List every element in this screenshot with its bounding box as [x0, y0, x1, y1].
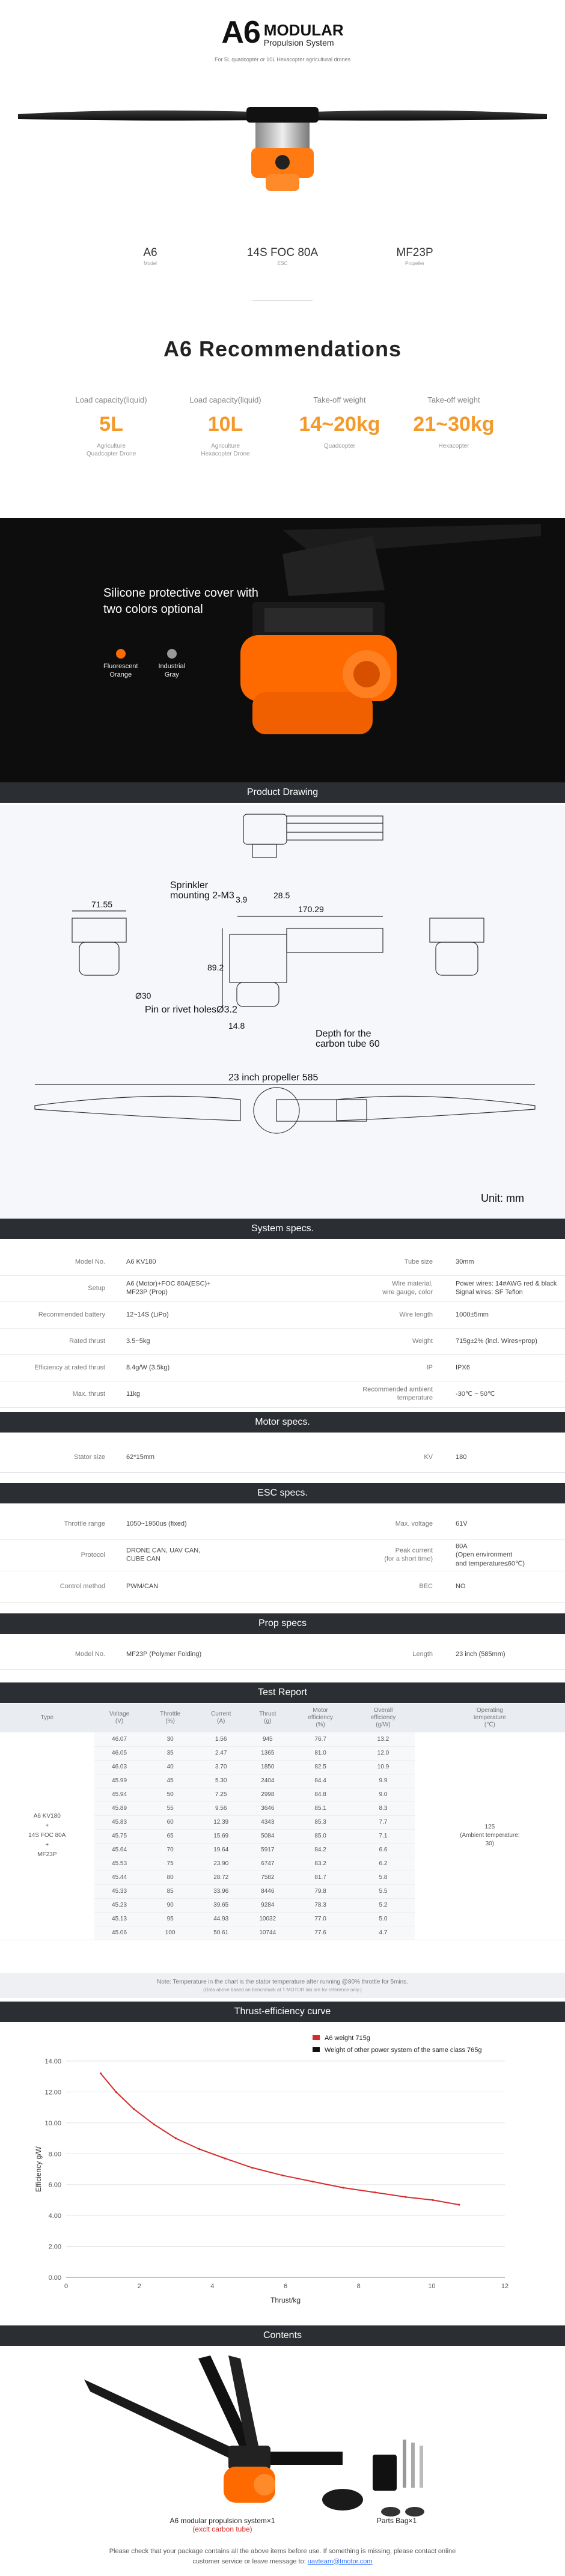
footer-line2 [0, 2557, 565, 2567]
reco-label: Load capacity(liquid) [189, 395, 261, 404]
trio-label: ESC [277, 261, 288, 266]
legend-swatch [313, 2047, 320, 2052]
spec-row [0, 1539, 565, 1571]
table-cell: 85 [145, 1884, 196, 1898]
table-cell: 75 [145, 1857, 196, 1871]
table-cell: 2.47 [196, 1746, 246, 1760]
spec-key: Peak current (for a short time) [384, 1547, 433, 1563]
spec-key: BEC [419, 1582, 433, 1590]
dim-3-9: 3.9 [236, 895, 248, 904]
table-cell: 4343 [246, 1815, 289, 1829]
data-point [115, 2091, 117, 2093]
dim-d30: Ø30 [135, 991, 151, 1000]
spec-row [0, 1571, 565, 1602]
recommendation-grid [0, 395, 565, 458]
data-point [251, 2167, 253, 2169]
table-cell: 40 [145, 1760, 196, 1774]
table-cell: 45.33 [94, 1884, 145, 1898]
table-cell: 6.2 [352, 1857, 414, 1871]
spec-key: Throttle range [64, 1520, 105, 1527]
table-cell: 45 [145, 1774, 196, 1788]
depth-label: Depth for the carbon tube 60 [316, 1029, 380, 1049]
table-cell: 45.23 [94, 1898, 145, 1912]
table-cell: 46.03 [94, 1760, 145, 1774]
spec-key: Model No. [75, 1258, 105, 1265]
table-cell: 3.70 [196, 1760, 246, 1774]
table-cell: 9284 [246, 1898, 289, 1912]
table-cell: 85.0 [289, 1829, 352, 1843]
propeller-dim-label: 23 inch propeller 585 [228, 1073, 319, 1083]
spec-value: 3.5~5kg [126, 1337, 150, 1345]
color-name: Fluorescent Orange [103, 663, 138, 679]
note-line-2: (Data above based on benchmark at T-MOTOR lab are for reference only.) [203, 1987, 362, 1993]
table-cell: 39.65 [196, 1898, 246, 1912]
item1-label: A6 modular propulsion system×1 [170, 2517, 275, 2525]
table-cell: 12.0 [352, 1746, 414, 1760]
spec-key: Setup [88, 1284, 105, 1292]
table-cell: 13.2 [352, 1732, 414, 1746]
product-drawing [0, 805, 565, 1219]
table-row [0, 1732, 565, 1746]
x-tick-label: 10 [428, 2283, 436, 2290]
reco-item [54, 395, 168, 458]
y-axis-label: Efficiency g/W [34, 2146, 43, 2192]
spec-value: 12~14S (LiPo) [126, 1311, 169, 1318]
table-cell: 80 [145, 1871, 196, 1884]
data-point [432, 2199, 434, 2201]
trio-label: Model [144, 261, 157, 266]
spec-value: NO [456, 1582, 466, 1590]
data-point [312, 2181, 314, 2182]
table-cell: 81.0 [289, 1746, 352, 1760]
item1-sub: (exclt carbon tube) [192, 2525, 252, 2533]
table-cell: 19.64 [196, 1843, 246, 1857]
table-cell: 945 [246, 1732, 289, 1746]
note-line: Note: Temperature in the chart is the stator temperature after running @80% throttle for 5mins. [157, 1979, 408, 1985]
title-propulsion: Propulsion System [263, 38, 334, 48]
table-cell: 7.1 [352, 1829, 414, 1843]
table-cell: 90 [145, 1898, 196, 1912]
spec-value: A6 KV180 [126, 1258, 156, 1265]
orange-swatch [116, 649, 126, 659]
side-views [72, 911, 484, 1006]
spec-value: 11kg [126, 1390, 141, 1398]
table-cell: 1850 [246, 1760, 289, 1774]
table-cell: 76.7 [289, 1732, 352, 1746]
data-point [133, 2108, 135, 2110]
table-cell: 100 [145, 1926, 196, 1940]
table-cell: 10744 [246, 1926, 289, 1940]
table-cell: 45.64 [94, 1843, 145, 1857]
row-divider [0, 1407, 565, 1408]
y-tick-label: 2.00 [48, 2243, 61, 2251]
hero-divider [252, 300, 313, 301]
reco-desc: Agriculture Quadcopter Drone [86, 443, 136, 457]
trio-label: Propeller [405, 261, 424, 266]
table-cell: 55 [145, 1801, 196, 1815]
y-tick-label: 8.00 [48, 2151, 61, 2158]
model-summary [0, 246, 565, 266]
reco-value: 10L [207, 413, 243, 436]
item2-label: Parts Bag×1 [376, 2517, 417, 2525]
trio-esc [216, 246, 349, 266]
table-cell: 12.39 [196, 1815, 246, 1829]
table-cell: 33.96 [196, 1884, 246, 1898]
type-cell: A6 KV180 + 14S FOC 80A + MF23P [0, 1732, 94, 1940]
table-cell: 15.69 [196, 1829, 246, 1843]
contents-images [0, 2343, 565, 2548]
data-point [224, 2157, 226, 2159]
recommendations-heading: A6 Recommendations [163, 336, 402, 361]
reco-item [168, 395, 282, 458]
test-report-table [0, 1704, 565, 1940]
x-tick-label: 6 [283, 2283, 288, 2290]
spec-row [0, 1354, 565, 1381]
test-note [0, 1973, 565, 1998]
reco-item [397, 395, 511, 458]
column-header: Throttle (%) [145, 1704, 196, 1732]
spec-value: 8.4g/W (3.5kg) [126, 1363, 170, 1371]
dim-71-55: 71.55 [91, 900, 113, 909]
spec-value: A6 (Motor)+FOC 80A(ESC)+ MF23P (Prop) [126, 1280, 211, 1296]
table-cell: 30 [145, 1732, 196, 1746]
spec-row [0, 1328, 565, 1354]
spec-value: 23 inch (585mm) [456, 1650, 505, 1658]
table-cell: 83.2 [289, 1857, 352, 1871]
table-cell: 84.2 [289, 1843, 352, 1857]
spec-key: Tube size [404, 1258, 433, 1265]
section-bar-esc: ESC specs. [0, 1483, 565, 1503]
reco-item [282, 395, 397, 458]
propeller-image [0, 90, 565, 234]
table-cell: 50.61 [196, 1926, 246, 1940]
data-point [198, 2148, 200, 2150]
section-bar-prop: Prop specs [0, 1613, 565, 1634]
spec-value: DRONE CAN, UAV CAN, CUBE CAN [126, 1547, 201, 1563]
table-cell: 3646 [246, 1801, 289, 1815]
column-header: Thrust (g) [246, 1704, 289, 1732]
spec-row [0, 1508, 565, 1539]
reco-desc: Agriculture Hexacopter Drone [201, 443, 250, 457]
dim-170-29: 170.29 [298, 904, 324, 914]
reco-desc: Hexacopter [438, 443, 469, 449]
spec-key: Control method [60, 1582, 105, 1590]
footer-note [0, 2547, 565, 2566]
spec-key: Wire material, wire gauge, color [382, 1280, 433, 1296]
silicone-text: Silicone protective cover with two colors optional [103, 586, 258, 616]
table-cell: 5.8 [352, 1871, 414, 1884]
color-option-orange[interactable] [103, 649, 138, 680]
column-header: Voltage (V) [94, 1704, 145, 1732]
spec-value: 180 [456, 1453, 467, 1461]
table-cell: 5.5 [352, 1884, 414, 1898]
section-bar-motor: Motor specs. [0, 1412, 565, 1433]
x-tick-label: 2 [137, 2283, 141, 2290]
reco-value: 14~20kg [299, 413, 380, 436]
table-cell: 7582 [246, 1871, 289, 1884]
row-divider [0, 1602, 565, 1603]
row-divider [0, 1472, 565, 1473]
column-header: Type [0, 1704, 94, 1732]
efficiency-chart [0, 2022, 565, 2316]
silicone-cover-section [0, 518, 565, 782]
table-cell: 60 [145, 1815, 196, 1829]
chart-svg [0, 2022, 565, 2316]
table-cell: 5.2 [352, 1898, 414, 1912]
spec-key: Stator size [74, 1453, 105, 1461]
spec-value: 715g±2% (incl. Wires+prop) [456, 1337, 537, 1345]
technical-drawing [0, 805, 565, 1219]
spec-value: IPX6 [456, 1363, 470, 1371]
row-divider [0, 1669, 565, 1670]
table-cell: 6747 [246, 1857, 289, 1871]
test-header-row [0, 1704, 565, 1732]
table-cell: 1365 [246, 1746, 289, 1760]
contact-email-link[interactable]: uavteam@tmotor.com [307, 2557, 373, 2565]
spec-row [0, 1302, 565, 1328]
spec-row [0, 1249, 565, 1275]
legend-swatch [313, 2035, 320, 2040]
recommendations [0, 336, 565, 458]
y-tick-label: 10.00 [44, 2119, 61, 2127]
table-cell: 28.72 [196, 1871, 246, 1884]
data-point [100, 2072, 102, 2074]
table-cell: 46.05 [94, 1746, 145, 1760]
spec-value: 1050~1950us (fixed) [126, 1520, 187, 1527]
table-cell: 65 [145, 1829, 196, 1843]
sprinkler-label: Sprinkler mounting 2-M3 [170, 880, 234, 901]
table-cell: 45.44 [94, 1871, 145, 1884]
table-cell: 7.7 [352, 1815, 414, 1829]
table-cell: 45.83 [94, 1815, 145, 1829]
color-name: Industrial Gray [158, 663, 186, 679]
data-point [281, 2175, 283, 2176]
section-bar-curve: Thrust-efficiency curve [0, 2002, 565, 2022]
table-cell: 85.3 [289, 1815, 352, 1829]
y-tick-label: 14.00 [44, 2058, 61, 2065]
table-cell: 77.0 [289, 1912, 352, 1926]
spec-value: 62*15mm [126, 1453, 155, 1461]
item1-caption [162, 2517, 282, 2533]
table-cell: 45.53 [94, 1857, 145, 1871]
table-cell: 9.56 [196, 1801, 246, 1815]
table-cell: 78.3 [289, 1898, 352, 1912]
footer-line1: Please check that your package contains all the above items before use. If something is missing, please contact online [109, 2548, 456, 2555]
footer-line2-text: customer service or leave message to: [192, 2557, 308, 2565]
spec-value: -30℃ ~ 50℃ [456, 1390, 495, 1398]
table-cell: 44.93 [196, 1912, 246, 1926]
legend-label: Weight of other power system of the same class 765g [325, 2047, 482, 2054]
table-cell: 50 [145, 1788, 196, 1801]
gray-swatch [167, 649, 177, 659]
spec-row [0, 1275, 565, 1302]
section-bar-system: System specs. [0, 1219, 565, 1239]
section-bar-contents: Contents [0, 2325, 565, 2346]
test-report [0, 1704, 565, 1940]
spec-row [0, 1442, 565, 1472]
spec-value: 80A (Open environment and temperature≤60℃) [456, 1542, 525, 1568]
spec-key: KV [424, 1453, 433, 1461]
y-tick-label: 0.00 [48, 2274, 61, 2282]
table-cell: 45.13 [94, 1912, 145, 1926]
spec-key: Max. thrust [72, 1390, 105, 1398]
column-header: Current (A) [196, 1704, 246, 1732]
table-cell: 45.75 [94, 1829, 145, 1843]
spec-key: Efficiency at rated thrust [34, 1363, 105, 1371]
color-option-gray[interactable] [158, 649, 185, 680]
table-cell: 70 [145, 1843, 196, 1857]
reco-value: 21~30kg [413, 413, 495, 436]
spec-value: PWM/CAN [126, 1582, 159, 1590]
table-cell: 5.30 [196, 1774, 246, 1788]
x-tick-label: 4 [210, 2283, 215, 2290]
table-cell: 85.1 [289, 1801, 352, 1815]
data-point [343, 2187, 344, 2188]
table-cell: 2404 [246, 1774, 289, 1788]
title-block [0, 17, 565, 62]
temperature-cell: 125 (Ambient temperature: 30) [415, 1732, 565, 1940]
series-line [101, 2074, 459, 2205]
reco-label: Take-off weight [427, 395, 480, 404]
spec-key: Model No. [75, 1650, 105, 1658]
table-cell: 82.5 [289, 1760, 352, 1774]
color-options [103, 649, 185, 680]
table-cell: 81.7 [289, 1871, 352, 1884]
spec-key: Recommended battery [38, 1311, 105, 1318]
table-cell: 45.99 [94, 1774, 145, 1788]
section-bar-drawing: Product Drawing [0, 782, 565, 803]
trio-value: A6 [143, 246, 157, 259]
data-point [153, 2124, 155, 2125]
trio-value: MF23P [396, 246, 433, 259]
data-point [458, 2204, 460, 2206]
data-point [175, 2137, 177, 2139]
x-tick-label: 0 [64, 2283, 69, 2290]
model-title: A6 [221, 15, 260, 50]
dim-28-5: 28.5 [273, 891, 290, 900]
table-cell: 2998 [246, 1788, 289, 1801]
table-cell: 5.0 [352, 1912, 414, 1926]
propeller-outline [35, 1085, 535, 1133]
table-cell: 45.94 [94, 1788, 145, 1801]
spec-key: Protocol [81, 1551, 105, 1559]
spec-key: Max. voltage [395, 1520, 433, 1527]
column-header: Motor efficiency (%) [289, 1704, 352, 1732]
pin-holes-label: Pin or rivet holesØ3.2 [145, 1005, 237, 1015]
table-cell: 4.7 [352, 1926, 414, 1940]
table-cell: 95 [145, 1912, 196, 1926]
reco-label: Take-off weight [313, 395, 366, 404]
spec-value: 30mm [456, 1258, 474, 1265]
spec-key: Weight [412, 1337, 433, 1345]
table-cell: 7.25 [196, 1788, 246, 1801]
reco-label: Load capacity(liquid) [75, 395, 147, 404]
unit-label: Unit: mm [481, 1192, 524, 1204]
table-cell: 1.56 [196, 1732, 246, 1746]
spec-row [0, 1639, 565, 1669]
table-cell: 45.89 [94, 1801, 145, 1815]
reco-value: 5L [99, 413, 123, 436]
table-cell: 77.6 [289, 1926, 352, 1940]
motor-image [0, 518, 565, 782]
spec-value: MF23P (Polymer Folding) [126, 1650, 202, 1658]
x-tick-label: 12 [501, 2283, 509, 2290]
trio-model [84, 246, 216, 266]
column-header: Overall efficiency (g/W) [352, 1704, 414, 1732]
table-cell: 9.0 [352, 1788, 414, 1801]
spec-value: 61V [456, 1520, 468, 1527]
trio-value: 14S FOC 80A [246, 246, 319, 259]
table-cell: 84.8 [289, 1788, 352, 1801]
spec-row [0, 1381, 565, 1407]
x-axis-label: Thrust/kg [270, 2296, 301, 2304]
table-cell: 5917 [246, 1843, 289, 1857]
package-contents [0, 2343, 565, 2548]
top-view [243, 814, 383, 857]
table-cell: 6.6 [352, 1843, 414, 1857]
spec-key: Recommended ambient temperature [362, 1386, 433, 1402]
y-tick-label: 4.00 [48, 2212, 61, 2220]
trio-prop [349, 246, 481, 266]
spec-key: Length [412, 1650, 433, 1658]
parts-bag-image [322, 2440, 424, 2517]
spec-key: Rated thrust [69, 1337, 105, 1345]
spec-key: Wire length [399, 1311, 433, 1318]
table-cell: 45.06 [94, 1926, 145, 1940]
y-tick-label: 6.00 [48, 2181, 61, 2189]
table-cell: 35 [145, 1746, 196, 1760]
table-cell: 8446 [246, 1884, 289, 1898]
section-bar-test: Test Report [0, 1682, 565, 1703]
x-tick-label: 8 [356, 2283, 361, 2290]
hero [0, 0, 565, 252]
table-cell: 10.9 [352, 1760, 414, 1774]
table-cell: 84.4 [289, 1774, 352, 1788]
data-point [405, 2196, 406, 2198]
table-cell: 79.8 [289, 1884, 352, 1898]
table-cell: 23.90 [196, 1857, 246, 1871]
hero-subtitle: For 5L quadcopter or 10L Hexacopter agricultural drones [215, 56, 350, 62]
column-header: Operating temperature (℃) [415, 1704, 565, 1732]
dim-89-2: 89.2 [207, 963, 224, 972]
reco-desc: Quadcopter [323, 443, 356, 449]
spec-value: Power wires: 14#AWG red & black Signal wires: SF Teflon [456, 1280, 557, 1296]
spec-key: IP [426, 1363, 433, 1371]
table-cell: 5084 [246, 1829, 289, 1843]
title-modular: MODULAR [263, 21, 344, 40]
table-cell: 9.9 [352, 1774, 414, 1788]
legend-label: A6 weight 715g [325, 2035, 370, 2042]
table-cell: 10032 [246, 1912, 289, 1926]
y-tick-label: 12.00 [44, 2089, 61, 2096]
data-point [374, 2191, 376, 2193]
spec-value: 1000±5mm [456, 1311, 489, 1318]
table-cell: 46.07 [94, 1732, 145, 1746]
dim-14-8: 14.8 [228, 1021, 245, 1031]
table-cell: 8.3 [352, 1801, 414, 1815]
propulsion-unit-image [84, 2355, 343, 2503]
